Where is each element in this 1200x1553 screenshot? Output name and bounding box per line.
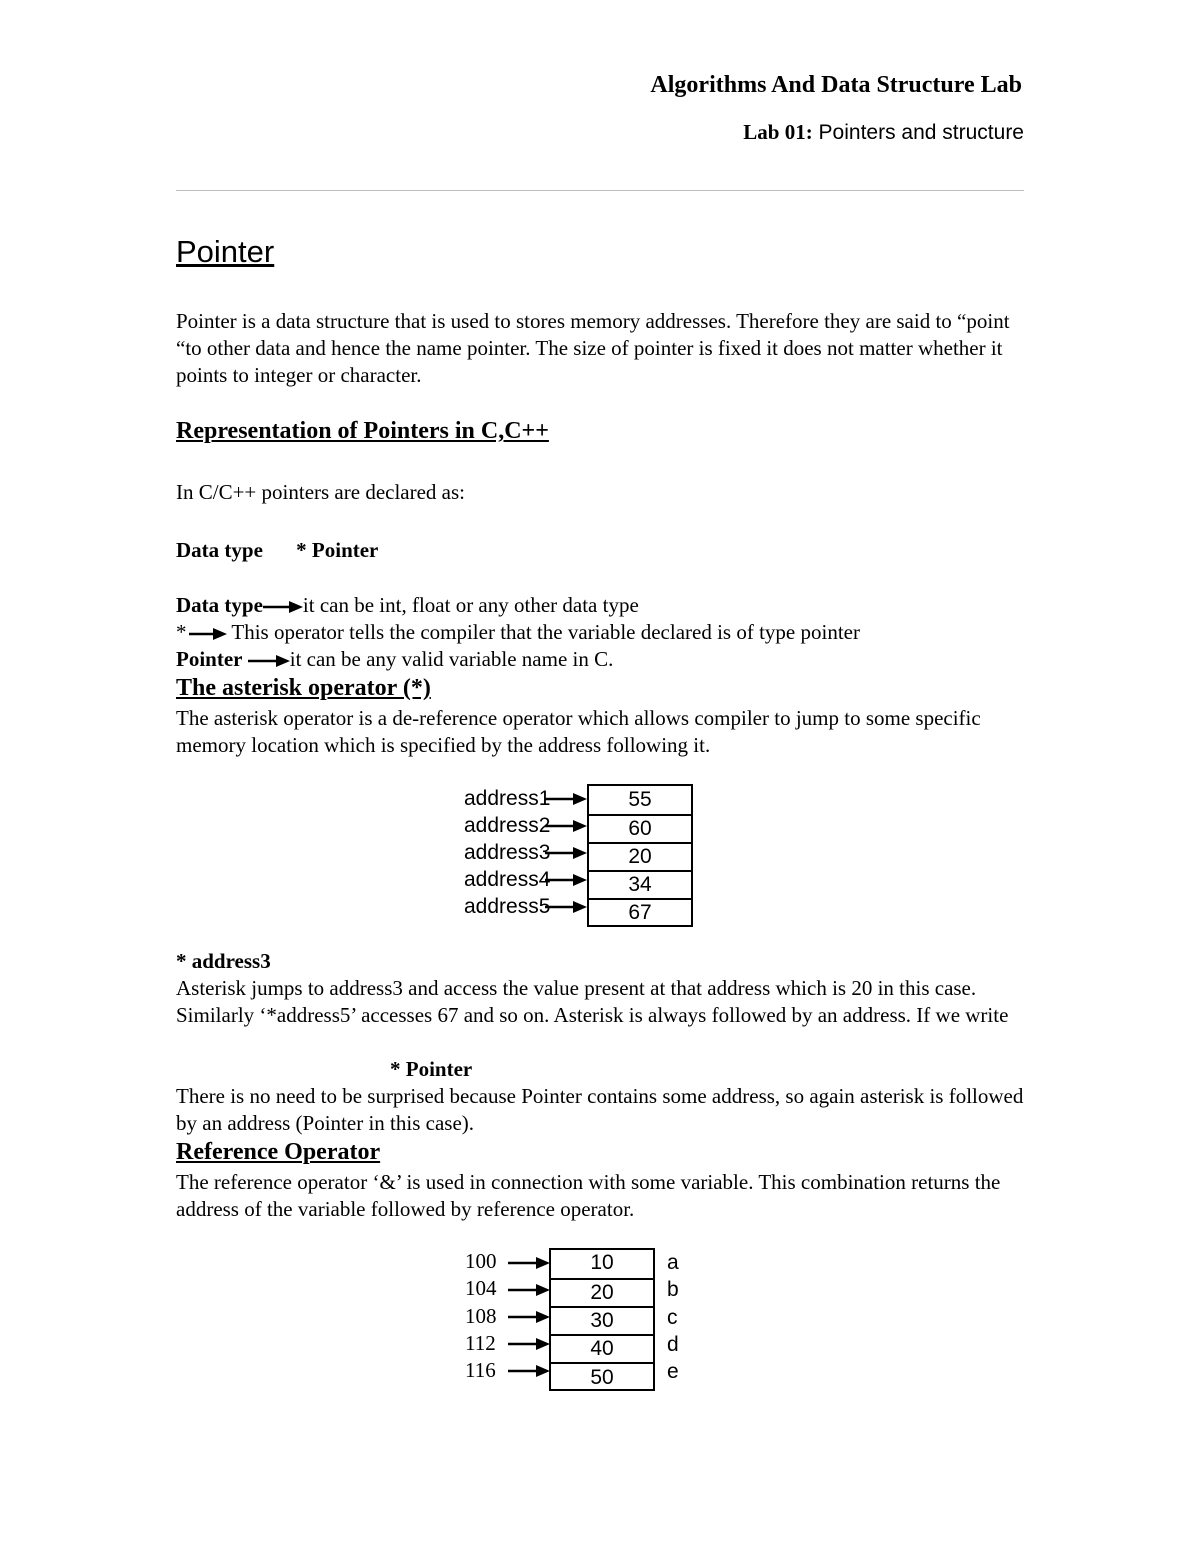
memory-block (549, 1248, 655, 1391)
reference-heading: Reference Operator (176, 1139, 381, 1165)
memory-cell: 55 (628, 788, 652, 811)
representation-intro: In C/C++ pointers are declared as: (176, 480, 466, 504)
variable-name: e (667, 1360, 679, 1383)
memory-cell: 34 (589, 870, 691, 898)
definition-asterisk (176, 619, 860, 646)
pointer-arrows (545, 788, 587, 923)
lab-label: Lab 01: (743, 120, 813, 144)
arrow-icon (248, 654, 290, 668)
def2-text: This operator tells the compiler that the variable declared is of type pointer (226, 620, 860, 644)
decl-type: Data type (176, 538, 263, 562)
address-value: 108 (465, 1304, 497, 1328)
address-value: 100 (465, 1249, 497, 1273)
address-value: 104 (465, 1276, 497, 1300)
address-value: 112 (465, 1331, 496, 1355)
address-value: 116 (465, 1358, 496, 1382)
asterisk-heading: The asterisk operator (*) (176, 675, 431, 701)
lab-subtitle (743, 120, 1024, 145)
def1-term: Data type (176, 593, 263, 617)
reference-text: The reference operator ‘&’ is used in connection with some variable. This combination returns the address of the variable followed by reference operator. (176, 1170, 1001, 1221)
lab-topic: Pointers and structure (812, 121, 1024, 144)
memory-block (587, 784, 693, 927)
address-label: address1 (464, 787, 551, 810)
variable-name: c (667, 1306, 678, 1329)
document-title: Algorithms And Data Structure Lab (650, 72, 1022, 98)
pointer-heading: Pointer (176, 234, 275, 269)
header-divider (176, 190, 1024, 191)
memory-cell: 10 (590, 1251, 614, 1274)
memory-cell: 60 (589, 814, 691, 842)
definition-pointer (176, 646, 613, 673)
memory-cell: 50 (551, 1362, 653, 1389)
pointer-intro: Pointer is a data structure that is used to stores memory addresses. Therefore they are said to “point “to other data and hence the name pointer. The size of pointer is fixed it does not matter whether it points to integer or character. (176, 309, 1010, 387)
example2-label: * Pointer (390, 1057, 473, 1081)
address-label: address2 (464, 814, 551, 837)
asterisk-text: The asterisk operator is a de-reference operator which allows compiler to jump to some specific memory location which is specified by the address following it. (176, 706, 981, 757)
representation-heading: Representation of Pointers in C,C++ (176, 418, 549, 444)
variable-name: b (667, 1278, 679, 1301)
decl-pointer: * Pointer (296, 538, 379, 562)
example-text: Asterisk jumps to address3 and access the value present at that address which is 20 in this case. Similarly ‘*address5’ accesses 67 and so on. Asterisk is always followed by an address. If we write (176, 976, 1009, 1027)
memory-cell: 67 (589, 898, 691, 925)
memory-cell: 30 (551, 1306, 653, 1334)
memory-cell: 40 (551, 1334, 653, 1362)
def1-text: it can be int, float or any other data type (302, 593, 639, 617)
def3-term: Pointer (176, 647, 243, 671)
memory-cell: 20 (551, 1278, 653, 1306)
def3-text: it can be any valid variable name in C. (289, 647, 614, 671)
declaration-syntax (176, 537, 378, 564)
memory-cell: 20 (589, 842, 691, 870)
reference-arrows (508, 1250, 550, 1385)
address-label: address3 (464, 841, 551, 864)
variable-name: d (667, 1333, 679, 1356)
definition-data-type (176, 592, 639, 619)
def2-term: * (176, 620, 187, 644)
example-label: * address3 (176, 949, 271, 973)
address-label: address4 (464, 868, 551, 891)
address-label: address5 (464, 895, 551, 918)
arrow-icon (263, 600, 303, 614)
variable-name: a (667, 1251, 679, 1274)
example2-text: There is no need to be surprised because Pointer contains some address, so again asterisk is followed by an address (Pointer in this case). (176, 1084, 1024, 1135)
arrow-icon (187, 627, 227, 641)
